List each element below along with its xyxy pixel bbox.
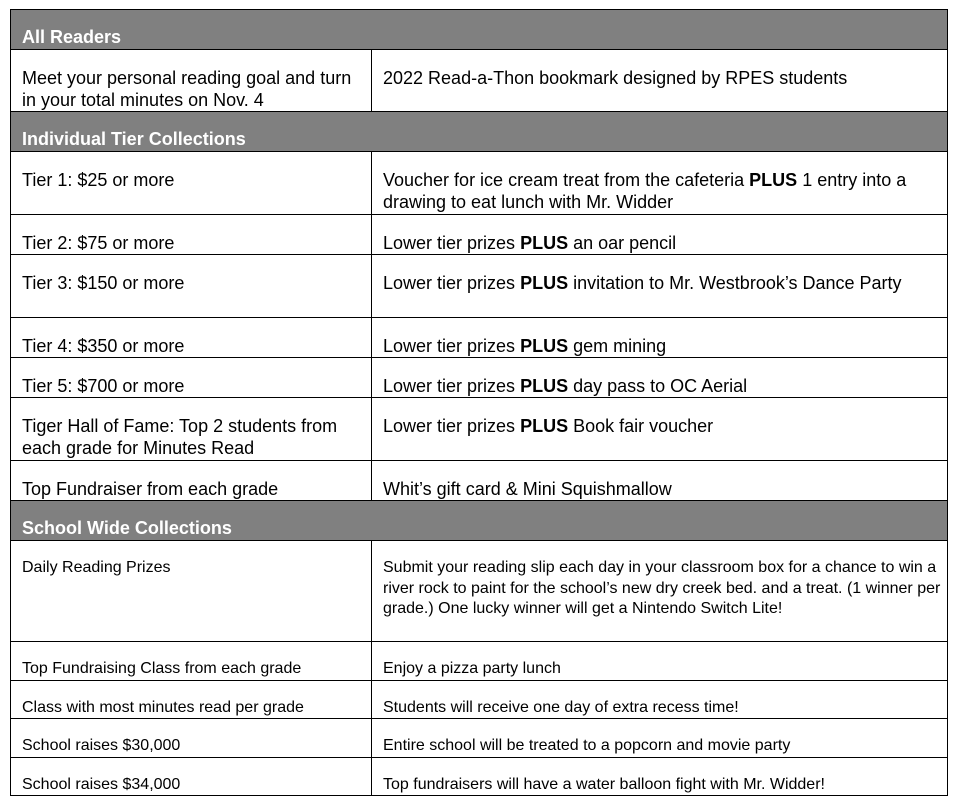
prize-cell: Entire school will be treated to a popcorn and movie party [372, 719, 948, 758]
prize-cell: Voucher for ice cream treat from the cafeteria PLUS 1 entry into a drawing to eat lunch with Mr. Widder [372, 152, 948, 215]
table-row [11, 318, 948, 358]
table-row [11, 255, 948, 318]
prize-cell: Students will receive one day of extra recess time! [372, 680, 948, 719]
criterion-cell: Class with most minutes read per grade [11, 680, 372, 719]
section-title: School Wide Collections [11, 501, 948, 541]
section-header-individual-tiers [11, 112, 948, 152]
prize-cell: Enjoy a pizza party lunch [372, 642, 948, 681]
criterion-cell: Top Fundraising Class from each grade [11, 642, 372, 681]
criterion-cell: School raises $30,000 [11, 719, 372, 758]
prizes-table [10, 9, 948, 796]
table-row [11, 215, 948, 255]
section-header-school-wide [11, 501, 948, 541]
criterion-cell: Tier 5: $700 or more [11, 358, 372, 398]
criterion-cell: Tiger Hall of Fame: Top 2 students from each grade for Minutes Read [11, 398, 372, 461]
table-row [11, 50, 948, 112]
section-header-all-readers [11, 10, 948, 50]
prize-cell: Lower tier prizes PLUS invitation to Mr. Westbrook’s Dance Party [372, 255, 948, 318]
prize-cell: Lower tier prizes PLUS Book fair voucher [372, 398, 948, 461]
table-row [11, 680, 948, 719]
section-title: All Readers [11, 10, 948, 50]
table-row [11, 757, 948, 796]
prize-cell: Submit your reading slip each day in your classroom box for a chance to win a river rock to paint for the school’s new dry creek bed. and a treat. (1 winner per grade.) One lucky winner will get a Nintendo Switch Lite! [372, 541, 948, 642]
section-title: Individual Tier Collections [11, 112, 948, 152]
table-row [11, 642, 948, 681]
criterion-cell: Tier 2: $75 or more [11, 215, 372, 255]
prize-cell: Whit’s gift card & Mini Squishmallow [372, 461, 948, 501]
criterion-cell: Daily Reading Prizes [11, 541, 372, 642]
prize-cell: Lower tier prizes PLUS gem mining [372, 318, 948, 358]
criterion-cell: Tier 3: $150 or more [11, 255, 372, 318]
criterion-cell: Tier 1: $25 or more [11, 152, 372, 215]
criterion-cell: Top Fundraiser from each grade [11, 461, 372, 501]
table-row [11, 461, 948, 501]
table-row [11, 152, 948, 215]
criterion-cell: Meet your personal reading goal and turn in your total minutes on Nov. 4 [11, 50, 372, 112]
prize-cell: Lower tier prizes PLUS an oar pencil [372, 215, 948, 255]
prize-cell: 2022 Read-a-Thon bookmark designed by RPES students [372, 50, 948, 112]
prize-cell: Lower tier prizes PLUS day pass to OC Aerial [372, 358, 948, 398]
table-row [11, 398, 948, 461]
criterion-cell: Tier 4: $350 or more [11, 318, 372, 358]
criterion-cell: School raises $34,000 [11, 757, 372, 796]
table-row [11, 719, 948, 758]
table-row [11, 541, 948, 642]
table-row [11, 358, 948, 398]
prize-cell: Top fundraisers will have a water balloon fight with Mr. Widder! [372, 757, 948, 796]
